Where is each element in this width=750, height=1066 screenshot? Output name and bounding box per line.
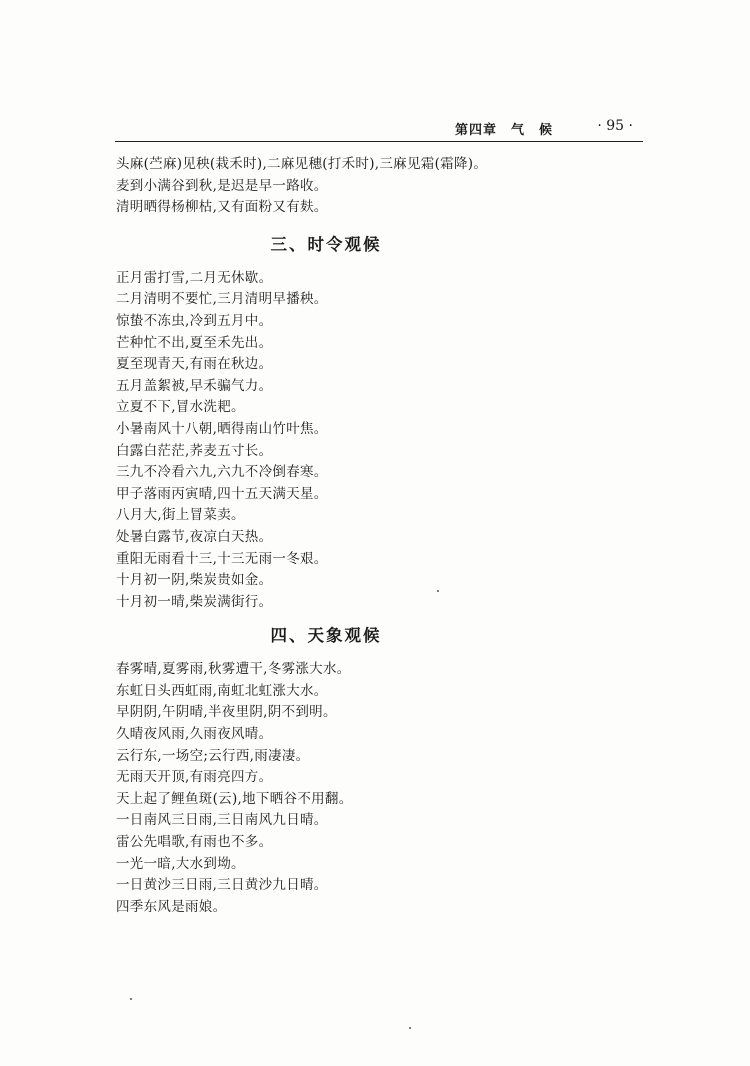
section-4-proverbs	[116, 659, 656, 918]
proverb-line: 久晴夜风雨,久雨夜风晴。	[116, 726, 273, 743]
proverb-line: 麦到小满谷到秋,是迟是早一路收。	[116, 177, 328, 194]
proverb-line: 天上起了鲤鱼斑(云),地下晒谷不用翻。	[116, 790, 353, 807]
proverb-line: 云行东,一场空;云行西,雨凄凄。	[116, 747, 310, 764]
proverb-line: 重阳无雨看十三,十三无雨一冬艰。	[116, 550, 328, 567]
proverb-line: 正月雷打雪,二月无休歇。	[116, 269, 273, 286]
scan-speck	[437, 590, 439, 592]
proverb-line: 白露白茫茫,荞麦五寸长。	[116, 442, 273, 459]
page-body	[116, 154, 656, 918]
proverb-line: 立夏不下,冒水洗耙。	[116, 399, 245, 416]
proverb-line: 五月盖絮被,早禾骗气力。	[116, 377, 273, 394]
chapter-title: 第四章 气 候	[454, 123, 553, 138]
scan-speck	[130, 998, 132, 1000]
proverb-line: 一光一暗,大水到坳。	[116, 855, 245, 872]
running-header	[115, 117, 643, 142]
proverb-line: 早阴阴,午阴晴,半夜里阴,阴不到明。	[116, 704, 337, 721]
section-heading-4: 四、天象观候	[270, 626, 382, 646]
proverb-line: 一日黄沙三日雨,三日黄沙九日晴。	[116, 877, 328, 894]
proverb-line: 十月初一晴,柴炭满街行。	[116, 593, 273, 610]
section-3-proverbs	[116, 268, 656, 614]
proverb-line: 东虹日头西虹雨,南虹北虹涨大水。	[116, 682, 328, 699]
proverb-line: 四季东风是雨娘。	[116, 898, 227, 915]
proverb-line: 芒种忙不出,夏至禾先出。	[116, 334, 273, 351]
scan-speck	[409, 1027, 411, 1029]
proverb-line: 八月大,街上冒菜卖。	[116, 507, 245, 524]
proverb-line: 惊蛰不冻虫,冷到五月中。	[116, 312, 273, 329]
proverb-line: 无雨天开顶,有雨亮四方。	[116, 769, 273, 786]
proverb-line: 二月清明不要忙,三月清明早播秧。	[116, 291, 328, 308]
proverb-line: 十月初一阴,柴炭贵如金。	[116, 572, 273, 589]
proverb-line: 小暑南风十八朝,晒得南山竹叶焦。	[116, 420, 328, 437]
proverb-line: 三九不冷看六九,六九不冷倒春寒。	[116, 464, 328, 481]
proverb-line: 头麻(苎麻)见秧(栽禾时),二麻见穗(打禾时),三麻见霜(霜降)。	[116, 156, 488, 172]
proverb-line: 夏至现青天,有雨在秋边。	[116, 356, 273, 373]
proverb-line: 清明晒得杨柳枯,又有面粉又有麸。	[116, 199, 328, 216]
proverb-line: 处暑白露节,夜凉白天热。	[116, 528, 273, 545]
page-number: · 95 ·	[597, 118, 633, 134]
proverb-line: 雷公先唱歌,有雨也不多。	[116, 834, 273, 851]
proverb-line: 春雾晴,夏雾雨,秋雾遭干,冬雾涨大水。	[116, 661, 351, 678]
proverb-line: 甲子落雨丙寅晴,四十五天满天星。	[116, 485, 328, 502]
proverb-line: 一日南风三日雨,三日南风九日晴。	[116, 812, 328, 829]
section-heading-3: 三、时令观候	[270, 234, 382, 254]
intro-proverbs	[116, 154, 656, 219]
